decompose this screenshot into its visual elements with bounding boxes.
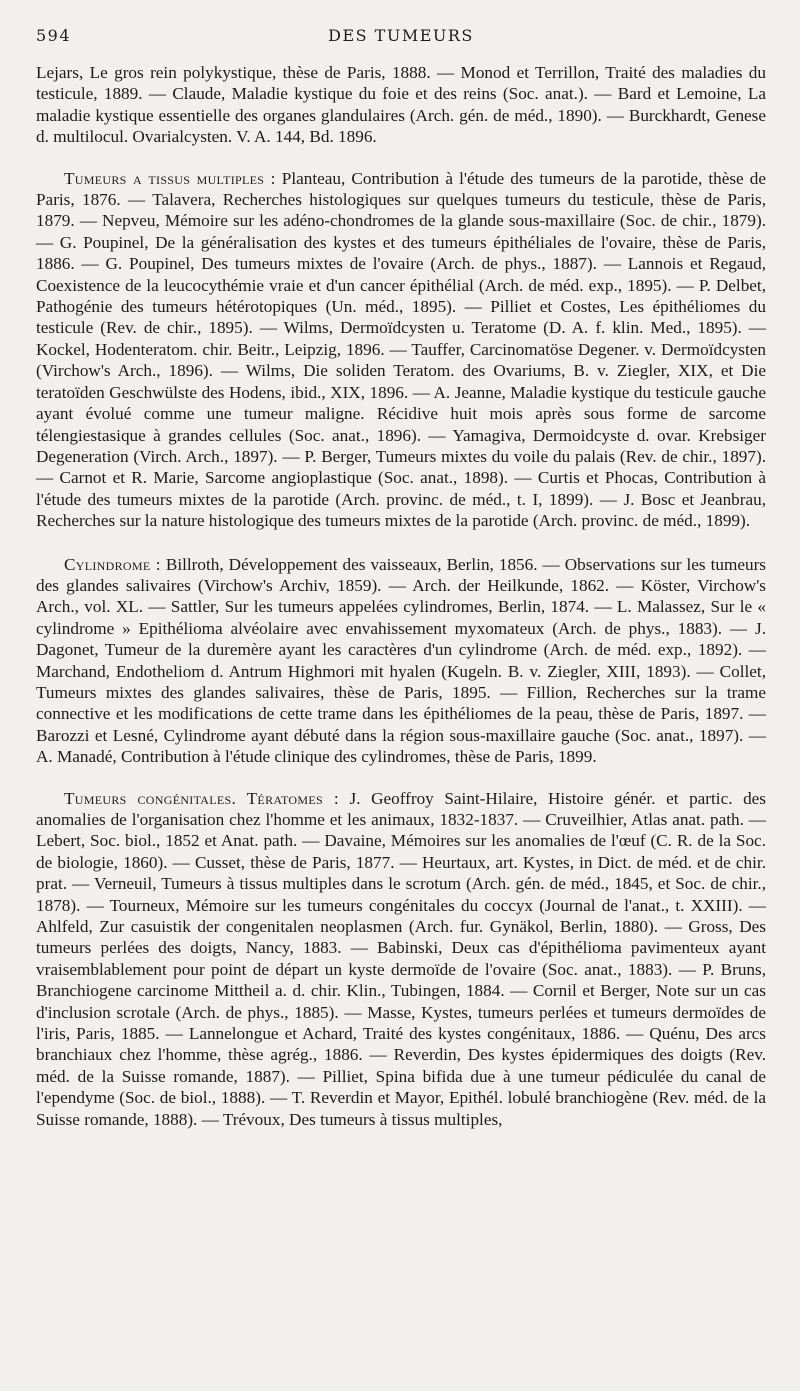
bibliography-paragraph-multiple-tissue-tumors bbox=[36, 168, 766, 532]
section-lead: Tumeurs a tissus multiples : bbox=[64, 168, 276, 188]
section-body: Billroth, Développement des vaisseaux, Berlin, 1856. — Observations sur les tumeurs des glandes salivaires (Virchow's Archiv, 1859). — Arch. der Heilkunde, 1862. — Köster, Virchow's Arch., vol. XL. — Sattler, Sur les tumeurs appelées cylindromes, Berlin, 1874. — L. Malassez, Sur le « cylindrome » Epithélioma alvéolaire avec envahissement myxomateux (Arch. de phys., 1883). — J. Dagonet, Tumeur de la duremère ayant les caractères d'un cylindrome (Arch. de méd. exp., 1892). — Marchand, Endotheliom d. Antrum Highmori mit hyalen (Kugeln. B. v. Ziegler, XIII, 1893). — Collet, Tumeurs mixtes des glandes salivaires, thèse de Paris, 1895. — Fillion, Recherches sur la trame connective et les modifications de cette trame dans les épithéliomes de la peau, thèse de Paris, 1897. — Barozzi et Lesné, Cylindrome ayant débuté dans la région sous-maxillaire gauche (Soc. anat., 1897). — A. Manadé, Contribution à l'étude clinique des cylindromes, thèse de Paris, 1899. bbox=[36, 554, 766, 767]
section-lead: Tumeurs congénitales. Tératomes : bbox=[64, 788, 339, 808]
bibliography-paragraph-congenital-tumors bbox=[36, 788, 766, 1131]
section-body: Planteau, Contribution à l'étude des tumeurs de la parotide, thèse de Paris, 1876. — Talavera, Recherches histologiques sur quelques tumeurs du testicule, thèse de Paris, 1879. — Nepveu, Mémoire sur les adéno-chondromes de la glande sous-maxillaire (Soc. de chir., 1879). — G. Poupinel, De la généralisation des kystes et des tumeurs épithéliales de l'ovaire, thèse de Paris, 1886. — G. Poupinel, Des tumeurs mixtes de l'ovaire (Arch. de phys., 1887). — Lannois et Regaud, Coexistence de la leucocythémie vraie et d'un cancer épithélial (Arch. de méd. exp., 1895). — P. Delbet, Pathogénie des tumeurs hétérotopiques (Un. méd., 1895). — Pilliet et Costes, Les épithéliomes du testicule (Rev. de chir., 1895). — Wilms, Dermoïdcysten u. Teratome (D. A. f. klin. Med., 1895). — Kockel, Hodenteratom. chir. Beitr., Leipzig, 1896. — Tauffer, Carcinomatöse Degener. v. Dermoïdcysten (Virchow's Arch., 1896). — Wilms, Die soliden Teratom. des Ovariums, B. v. Ziegler, XIX, et Die teratoïden Geschwülste des Hodens, ibid., XIX, 1896. — A. Jeanne, Maladie kystique du testicule gauche ayant évolué comme une tumeur maligne. Récidive huit mois après sous forme de sarcome télengiestasique à grandes cellules (Soc. anat., 1896). — Yamagiva, Dermoidcyste d. ovar. Krebsiger Degeneration (Virch. Arch., 1897). — P. Berger, Tumeurs mixtes du voile du palais (Rev. de chir., 1897). — Carnot et R. Marie, Sarcome angioplastique (Soc. anat., 1898). — Curtis et Phocas, Contribution à l'étude des tumeurs mixtes de la parotide (Arch. provinc. de méd., t. I, 1899). — J. Bosc et Jeanbrau, Recherches sur la nature histologique des tumeurs mixtes de la parotide (Arch. provinc. de méd., 1899). bbox=[36, 168, 767, 531]
running-title: DES TUMEURS bbox=[328, 26, 474, 45]
bibliography-paragraph-cylindroma bbox=[36, 554, 766, 768]
section-body: Lejars, Le gros rein polykystique, thèse de Paris, 1888. — Monod et Terrillon, Traité des maladies du testicule, 1889. — Claude, Maladie kystique du foie et des reins (Soc. anat.). — Bard et Lemoine, La maladie kystique essentielle des organes glandulaires (Arch. gén. de méd., 1890). — Burckhardt, Genese d. multilocul. Ovarialcysten. V. A. 144, Bd. 1896. bbox=[36, 63, 766, 147]
page-header bbox=[36, 26, 766, 62]
section-body: J. Geoffroy Saint-Hilaire, Histoire génér. et partic. des anomalies de l'organisation chez l'homme et les animaux, 1832-1837. — Cruveilhier, Atlas anat. path. — Lebert, Soc. biol., 1852 et Anat. path. — Davaine, Mémoires sur les anomalies de l'œuf (C. R. de la Soc. de biologie, 1860). — Cusset, thèse de Paris, 1877. — Heurtaux, art. Kystes, in Dict. de méd. et de chir. prat. — Verneuil, Tumeurs à tissus multiples dans le scrotum (Arch. gén. de méd., 1845, et Soc. de chir., 1878). — Tourneux, Mémoire sur les tumeurs congénitales du coccyx (Journal de l'anat., t. XXIII). — Ahlfeld, Zur casuistik der congenitalen neoplasmen (Arch. fur. Gynäkol, Berlin, 1880). — Gross, Des tumeurs perlées des doigts, Nancy, 1883. — Babinski, Deux cas d'épithélioma pavimenteux ayant vraisemblablement pour point de départ un kyste dermoïde de l'ovaire (Soc. anat., 1883). — P. Bruns, Branchiogene carcinome Mittheil a. d. chir. Klin., Tubingen, 1884. — Cornil et Berger, Note sur un cas d'inclusion scrotale (Arch. de phys., 1885). — Masse, Kystes, tumeurs perlées et tumeurs dermoïdes de l'iris, Paris, 1885. — Lannelongue et Achard, Traité des kystes congénitaux, 1886. — Quénu, Des arcs branchiaux chez l'homme, thèse agrég., 1886. — Reverdin, Des kystes épidermiques des doigts (Rev. méd. de la Suisse romande, 1887). — Pilliet, Spina bifida due à une tumeur pédiculée du canal de l'ependyme (Soc. de biol., 1888). — T. Reverdin et Mayor, Epithél. lobulé branchiogène (Rev. méd. de la Suisse romande, 1888). — Trévoux, Des tumeurs à tissus multiples, bbox=[36, 788, 766, 1129]
section-lead: Cylindrome : bbox=[64, 554, 161, 574]
bibliography-paragraph-cystic bbox=[36, 62, 766, 148]
page-number: 594 bbox=[36, 26, 72, 45]
